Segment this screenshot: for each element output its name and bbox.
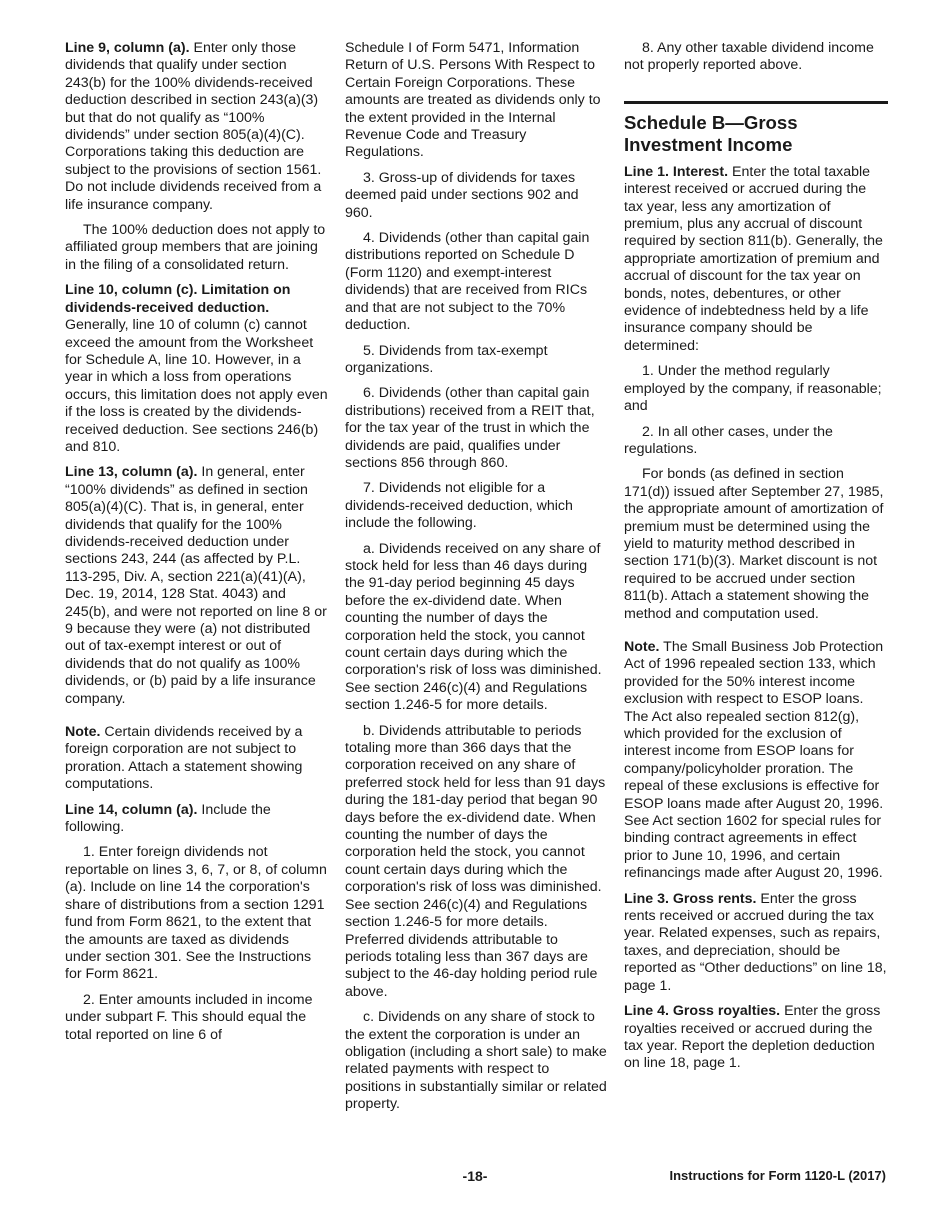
line14-item-1: 1. Enter foreign dividends not reportable on lines 3, 6, 7, or 8, of column (a). Include on line 14 the corporation's share of distributions from a section 1291 fund from Form 8621, to the extent that the amounts are taxed as dividends under section 301. See the Instructions for Form 8621. <box>65 844 327 983</box>
list-item-8: 8. Any other taxable dividend income not properly reported above. <box>624 40 874 74</box>
bonds-paragraph: For bonds (as defined in section 171(d)) issued after September 27, 1985, the appropriate amount of amortization of premium must be determined using the yield to maturity method described in section 171(b)(3). Market discount is not required to be accrued under section 811(b). Attach a statement showing the method and computation used. <box>624 466 884 622</box>
list-item-7a: a. Dividends received on any share of stock held for less than 46 days during the 91-day period beginning 45 days before the ex-dividend date. When counting the number of days the corporation held the stock, you cannot count certain days during which the corporation's risk of loss was diminished. See section 246(c)(4) and Regulations section 1.246-5 for more details. <box>345 540 602 714</box>
page-number: -18- <box>462 1168 488 1184</box>
line1-paragraph <box>624 164 888 355</box>
list-item-7c: c. Dividends on any share of stock to the extent the corporation is under an obligation (including a short sale) to make related payments with respect to positions in substantially similar or related property. <box>345 1009 607 1113</box>
continued-paragraph: Schedule I of Form 5471, Information Return of U.S. Persons With Respect to Certain Foreign Corporations. These amounts are treated as dividends only to the extent provided in the Internal Revenue Code and Treasury Regulations. <box>345 40 601 161</box>
line3-paragraph <box>624 891 888 995</box>
line4-label: Line 4. Gross royalties. <box>624 1003 781 1020</box>
note-label: Note. <box>65 724 101 741</box>
line13-label: Line 13, column (a). <box>65 464 198 481</box>
line14-label: Line 14, column (a). <box>65 801 198 818</box>
line1-text: Enter the total taxable interest received or accrued during the tax year, less any amortization of premium, plus any accrual of discount required by section 811(b). Generally, the appropriate amortization of premium and accrual of discount for the tax year on bonds, notes, debentures, or other evidence of indebtedness held by a life insurance company should be determined: <box>624 163 883 354</box>
column-2 <box>345 40 608 1122</box>
document-title: Instructions for Form 1120-L (2017) <box>669 1168 886 1183</box>
line1-item-2: 2. In all other cases, under the regulations. <box>624 423 833 457</box>
line3-label: Line 3. Gross rents. <box>624 890 757 907</box>
line3-text: Enter the gross rents received or accrued during the tax year. Related expenses, such as repairs, taxes, and depreciation, should be reported as “Other deductions” on line 18, page 1. <box>624 890 887 994</box>
line10-label: Line 10, column (c). Limitation on dividends-received deduction. <box>65 282 291 316</box>
line9-text: Enter only those dividends that qualify under section 243(b) for the 100% dividends-received deduction described in section 243(a)(3) but that do not qualify as “100% dividends” under section 805(a)(4)(C). Corporations taking this deduction are subject to the provisions of section 1561. Do not include dividends received from a life insurance company. <box>65 40 322 213</box>
line1-label: Line 1. Interest. <box>624 163 729 180</box>
note-text: Certain dividends received by a foreign corporation are not subject to proration. Attach a statement showing computations. <box>65 724 303 793</box>
note-label-esop: Note. <box>624 638 660 655</box>
list-item-6: 6. Dividends (other than capital gain distributions) received from a REIT that, for the tax year of the trust in which the dividends are paid, qualifies under sections 856 through 860. <box>345 385 595 471</box>
line13-paragraph <box>65 464 328 708</box>
line9-paragraph <box>65 40 328 214</box>
line14-text: Include the following. <box>65 801 271 836</box>
column-1 <box>65 40 328 1052</box>
list-item-4: 4. Dividends (other than capital gain distributions reported on Schedule D (Form 1120) and exempt-interest dividends) that are received from RICs and that are not subject to the 70% deduction. <box>345 230 590 334</box>
line14-paragraph <box>65 802 328 837</box>
line9-label: Line 9, column (a). <box>65 40 190 56</box>
list-item-7b: b. Dividends attributable to periods totaling more than 366 days that the corporation received on any share of preferred stock held for less than 91 days during the 181-day period that began 90 days before the ex-dividend date. When counting the number of days the corporation held the stock, you cannot count certain days during which the corporation's risk of loss was diminished. See section 246(c)(4) and Regulations section 1.246-5 for more details. Preferred dividends attributable to periods totaling less than 367 days are subject to the 46-day holding period rule above. <box>345 722 606 1000</box>
note-paragraph <box>65 724 328 794</box>
line1-item-1: 1. Under the method regularly employed by the company, if reasonable; and <box>624 363 882 415</box>
column-3 <box>624 40 888 1081</box>
note-paragraph-esop <box>624 639 888 883</box>
list-item-7: 7. Dividends not eligible for a dividends-received deduction, which include the following. <box>345 480 573 532</box>
note-text-esop: The Small Business Job Protection Act of 1996 repealed section 133, which provided for the 50% interest income exclusion with respect to ESOP loans. The Act also repealed section 812(g), which provided for the exclusion of interest income from ESOP loans for company/policyholder proration. The repeal of these exclusions is effective for ESOP loans made after August 20, 1996. See Act section 1602 for special rules for binding contract agreements in effect prior to June 10, 1996, and certain refinancings made after August 20, 1996. <box>624 638 884 882</box>
line10-text: Generally, line 10 of column (c) cannot exceed the amount from the Worksheet for Schedule A, line 10. However, in a year in which a loss from operations occurs, this limitation does not apply even if the loss is created by the dividends-received deduction. See sections 246(b) and 810. <box>65 317 328 455</box>
line13-text: In general, enter “100% dividends” as defined in section 805(a)(4)(C). That is, in general, enter dividends that qualify for the 100% dividends-received deduction under sections 243, 244 (as affected by P.L. 113-295, Div. A, section 221(a)(41)(A), Dec. 19, 2014, 128 Stat. 4043) and 245(b), and were not reported on line 8 or 9 because they were (a) not distributed out of tax-exempt interest or out of dividends that do not qualify as 100% dividends, or (b) paid by a life insurance company. <box>65 464 327 707</box>
line4-paragraph <box>624 1003 888 1073</box>
list-item-5: 5. Dividends from tax-exempt organizations. <box>345 342 548 376</box>
line4-text: Enter the gross royalties received or accrued during the tax year. Report the depletion deduction on line 18, page 1. <box>624 1003 881 1072</box>
schedule-b-heading: Schedule B—Gross Investment Income <box>624 111 798 155</box>
list-item-3: 3. Gross-up of dividends for taxes deemed paid under sections 902 and 960. <box>345 169 579 221</box>
line9-paragraph-2: The 100% deduction does not apply to affiliated group members that are joining in the filing of a consolidated return. <box>65 222 326 273</box>
line14-item-2: 2. Enter amounts included in income under subpart F. This should equal the total reported on line 6 of <box>65 991 313 1043</box>
line10-paragraph <box>65 282 328 456</box>
section-divider <box>624 101 888 104</box>
